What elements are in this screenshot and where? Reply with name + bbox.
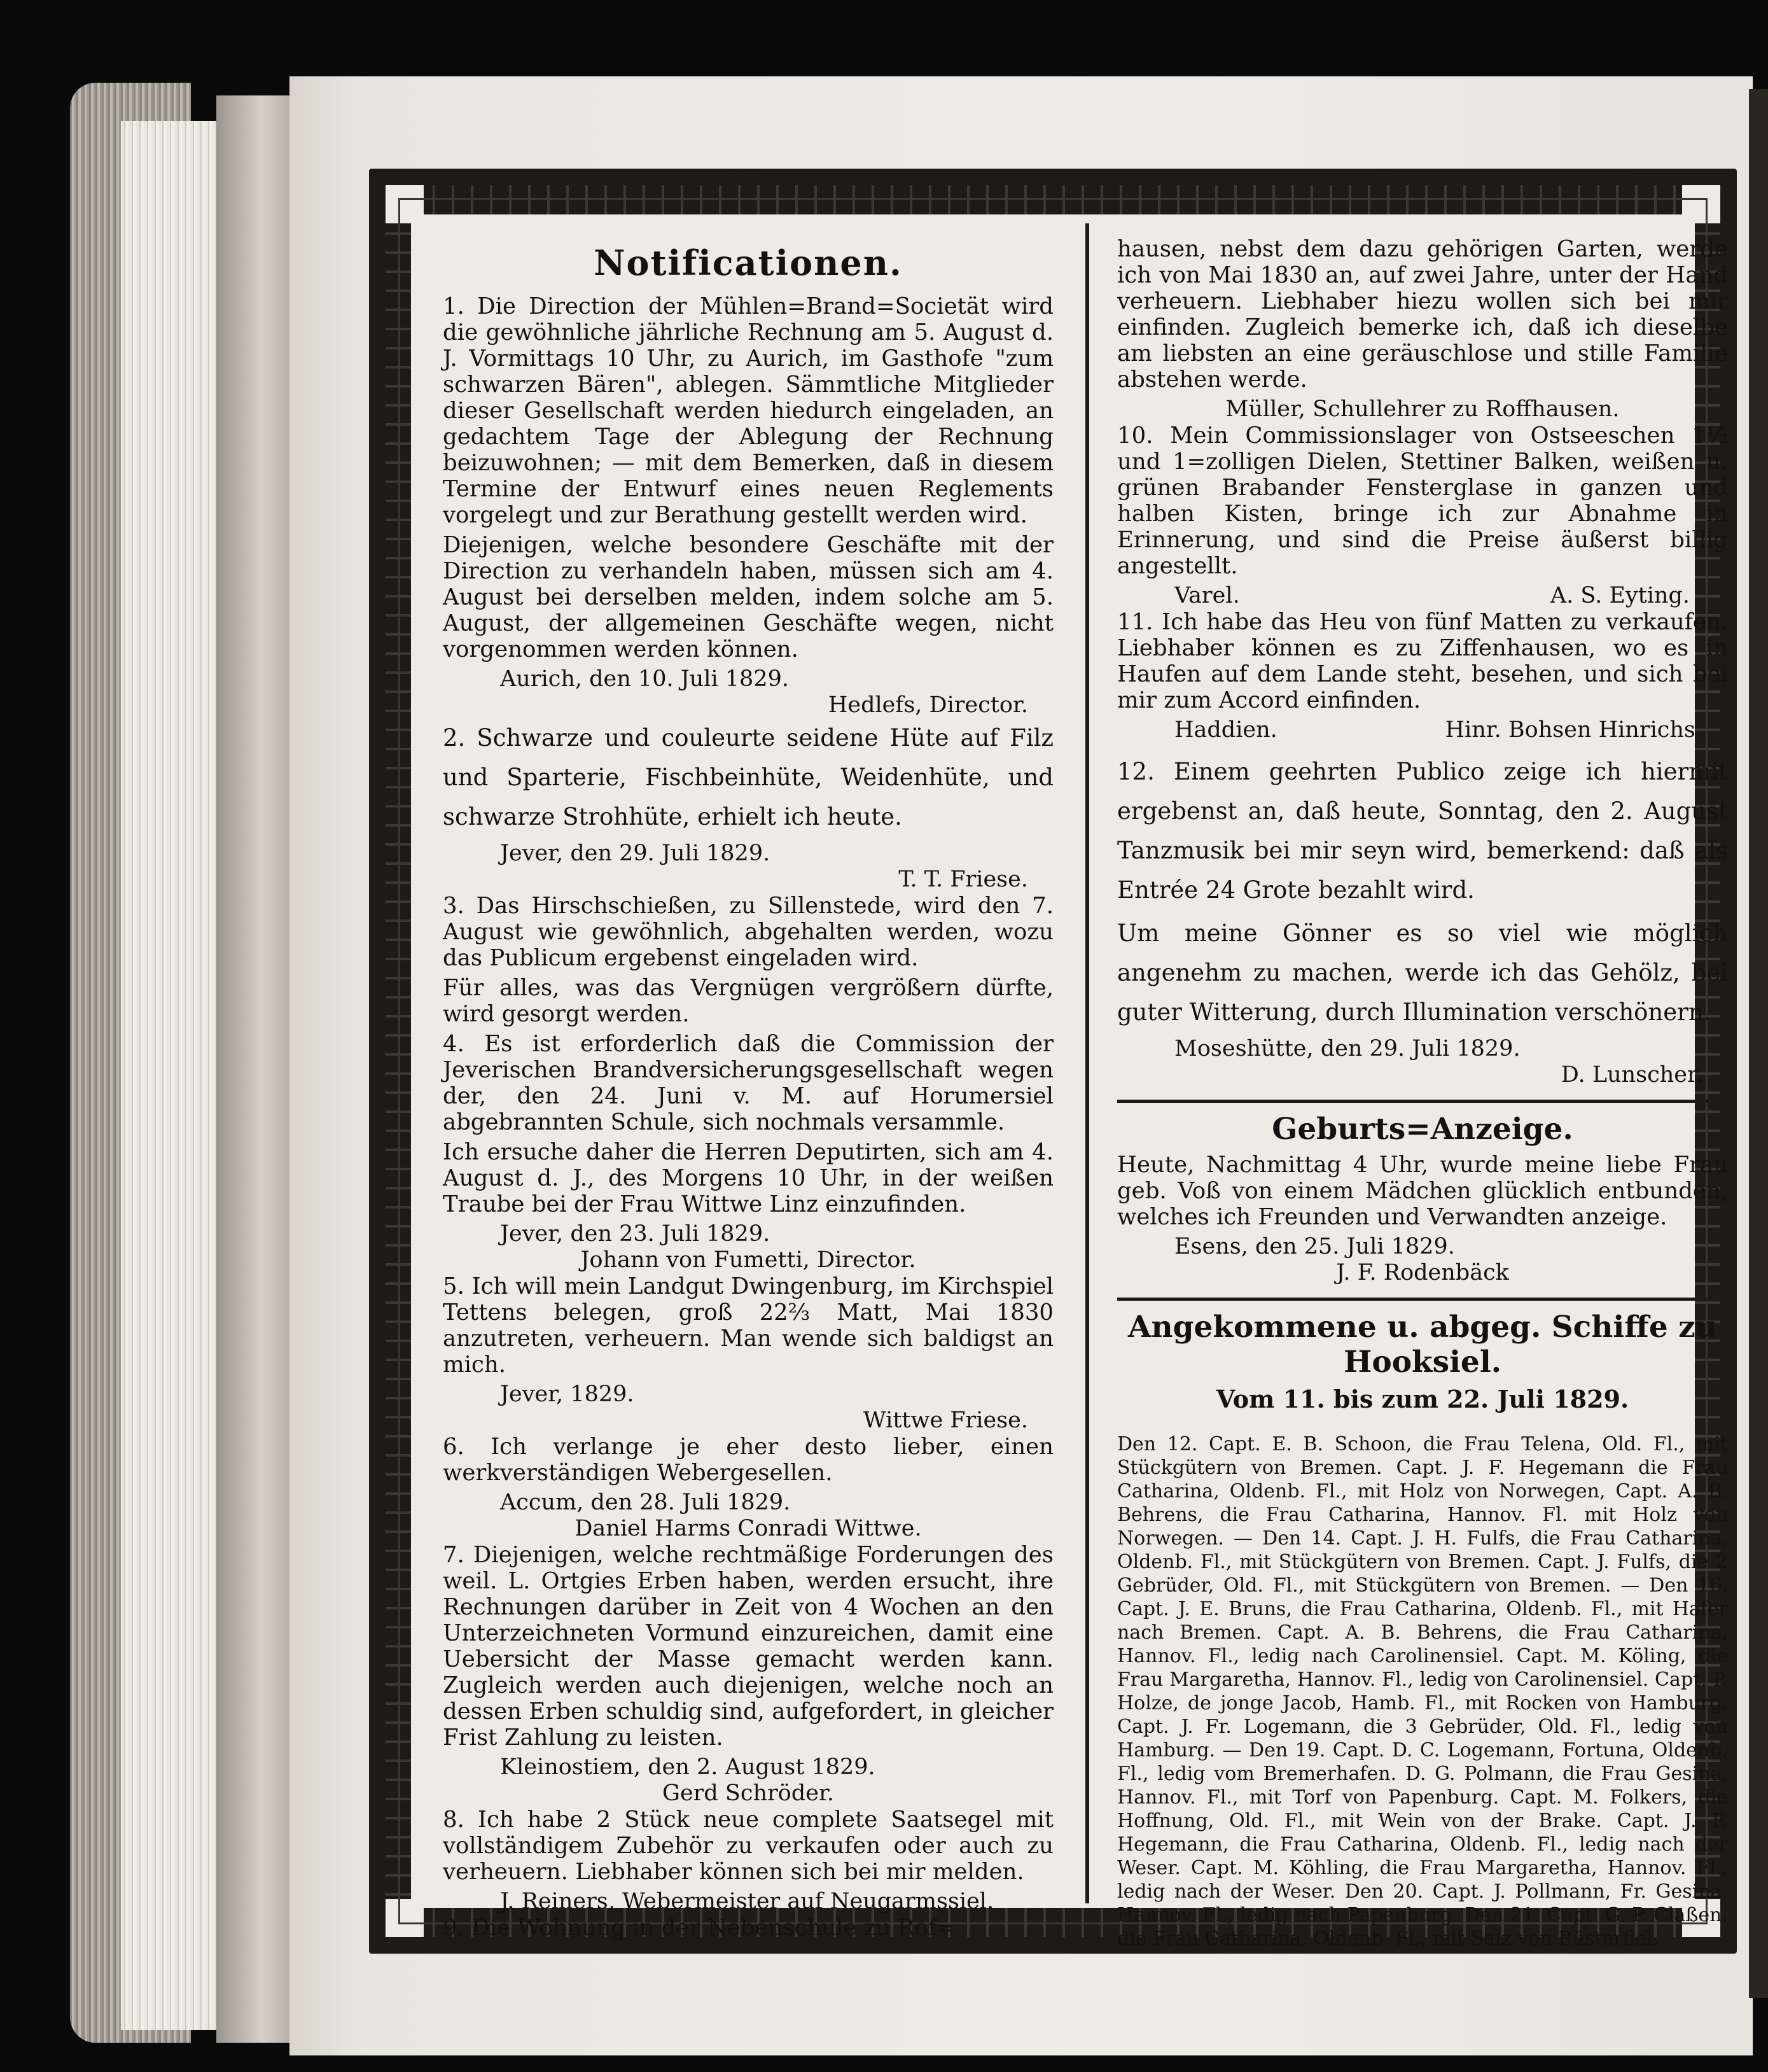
ships-heading: Angekommene u. abgeg. Schiffe zu Hooksiel. bbox=[1128, 1310, 1717, 1380]
ornamental-frame bbox=[369, 169, 1737, 1954]
birth-announcement-heading: Geburts=Anzeige. bbox=[1272, 1112, 1573, 1147]
notice-5-date: Jever, 1829. bbox=[500, 1382, 634, 1407]
ships-list-text: Den 12. Capt. E. B. Schoon, die Frau Telena, Old. Fl., mit Stückgütern von Bremen. Capt. J. F. Hegemann die Frau Catharina, Oldenb. Fl., mit Holz von Norwegen, Capt. A. B. Behrens, die Frau Catharina, Hannov. Fl. mit Holz von Norwegen. — Den 14. Capt. J. H. Fulfs, die Frau Catharina, Oldenb. Fl., mit Stückgütern von Bremen. Capt. J. Fulfs, die 2 Gebrüder, Old. Fl., mit Stückgütern von Bremen. — Den 16. Capt. J. E. Bruns, die Frau Catharina, Oldenb. Fl., mit Hafer nach Bremen. Capt. A. B. Behrens, die Frau Catharina, Hannov. Fl., ledig nach Carolinensiel. Capt. M. Köling, die Frau Margaretha, Hannov. Fl., ledig von Carolinensiel. Capt. P. Holze, de jonge Jacob, Hamb. Fl., mit Rocken von Hamburg. Capt. J. Fr. Logemann, die 3 Gebrüder, Old. Fl., ledig von Hamburg. — Den 19. Capt. D. C. Logemann, Fortuna, Oldenb. Fl., ledig vom Bremerhafen. D. G. Polmann, die Frau Gesina, Hannov. Fl., mit Torf von Papenburg. Capt. M. Folkers, die Hoffnung, Old. Fl., mit Wein von der Brake. Capt. J. F. Hegemann, die Frau Catharina, Oldenb. Fl., ledig nach der Weser. Capt. M. Köhling, die Frau Margaretha, Hannov. Fl., ledig nach der Weser. Den 20. Capt. J. Pollmann, Fr. Gesina, Hannov. Fl., ledig nach Papenburg. Den 21. Capt. G. P. Claßen, die Frau Catharina, Oldenb. Fl., mit Salz von Rüsterfiel. bbox=[1117, 1433, 1728, 1950]
notice-8: 8. Ich habe 2 Stück neue complete Saatsegel mit vollständigem Zubehör zu verkaufen oder auch zu verheuern. Liebhaber können sich bei mir melden. bbox=[443, 1807, 1054, 1885]
birth-announcement-signature: J. F. Rodenbäck bbox=[1336, 1260, 1509, 1285]
birth-announcement-date: Esens, den 25. Juli 1829. bbox=[1174, 1234, 1455, 1259]
section-rule-2 bbox=[1117, 1298, 1728, 1301]
page-gutter bbox=[216, 95, 293, 2043]
notice-6-date: Accum, den 28. Juli 1829. bbox=[500, 1490, 791, 1515]
notice-11-place bbox=[1117, 717, 1728, 743]
notice-9-signature: Müller, Schullehrer zu Roffhausen. bbox=[1225, 396, 1620, 422]
column-divider bbox=[1085, 223, 1089, 1903]
notice-1: 1. Die Direction der Mühlen=Brand=Societät wird die gewöhnliche jährliche Rechnung am 5. August d. J. Vormittags 10 Uhr, zu Aurich, im Gasthofe "zum schwarzen Bären", ablegen. Sämmtliche Mitglieder dieser Gesellschaft werden hiedurch eingeladen, an gedachtem Tage der Ablegung der Rechnung beizuwohnen; — mit dem Bemerken, daß in diesem Termine der Entwurf eines neuen Reglements vorgelegt und zur Berathung gestellt werden wird. bbox=[443, 293, 1054, 528]
notice-5-signature: Wittwe Friese. bbox=[863, 1408, 1028, 1433]
notice-8-signature: J. Reiners, Webermeister auf Neugarmssiel. bbox=[500, 1889, 994, 1914]
notice-6: 6. Ich verlange je eher desto lieber, einen werkverständigen Webergesellen. bbox=[443, 1434, 1054, 1486]
ships-date-range: Vom 11. bis zum 22. Juli 1829. bbox=[1216, 1385, 1629, 1413]
notice-1-continued: Diejenigen, welche besondere Geschäfte mit der Direction zu verhandeln haben, müssen sich am 4. August bei derselben melden, indem solche am 5. August, der allgemeinen Geschäfte wegen, nicht vorgenommen werden können. bbox=[443, 532, 1054, 662]
notice-10: 10. Mein Commissionslager von Ostseeschen 1½ und 1=zolligen Dielen, Stettiner Balken, weißen u. grünen Brabander Fensterglase in ganzen und halben Kisten, bringe ich zur Abnahme in Erinnerung, und sind die Preise äußerst billig angestellt. bbox=[1117, 423, 1728, 579]
notice-4-continued: Ich ersuche daher die Herren Deputirten, sich am 4. August d. J., des Morgens 10 Uhr, in der weißen Traube bei der Frau Wittwe Linz einzufinden. bbox=[443, 1139, 1054, 1217]
notice-10-place-text: Varel. bbox=[1174, 583, 1240, 608]
notice-2: 2. Schwarze und couleurte seidene Hüte auf Filz und Sparterie, Fischbeinhüte, Weidenhüte, und schwarze Strohhüte, erhielt ich heute. bbox=[443, 724, 1054, 830]
birth-announcement-text: Heute, Nachmittag 4 Uhr, wurde meine liebe Frau geb. Voß von einem Mädchen glücklich entbunden, welches ich Freunden und Verwandten anzeige. bbox=[1117, 1152, 1728, 1230]
notice-9-continued: hausen, nebst dem dazu gehörigen Garten, werde ich von Mai 1830 an, auf zwei Jahre, unter der Hand verheuern. Liebhaber hiezu wollen sich bei mir einfinden. Zugleich bemerke ich, daß ich dieselbe am liebsten an eine geräuschlose und stille Familie abstehen werde. bbox=[1117, 236, 1728, 393]
right-column bbox=[1117, 236, 1728, 1950]
notice-12: 12. Einem geehrten Publico zeige ich hiermit ergebenst an, daß heute, Sonntag, den 2. August Tanzmusik bei mir seyn wird, bemerkend: daß als Entrée 24 Grote bezahlt wird. bbox=[1117, 758, 1728, 904]
notice-7-signature: Gerd Schröder. bbox=[662, 1781, 834, 1806]
left-column bbox=[443, 236, 1054, 1941]
notice-6-signature: Daniel Harms Conradi Wittwe. bbox=[574, 1516, 922, 1541]
notice-1-date: Aurich, den 10. Juli 1829. bbox=[500, 666, 789, 692]
notice-12-continued: Um meine Gönner es so viel wie möglich angenehm zu machen, werde ich das Gehölz, bei guter Witterung, durch Illumination verschönern. bbox=[1117, 920, 1728, 1026]
notice-11-signature: Hinr. Bohsen Hinrichs. bbox=[1445, 717, 1702, 743]
notifications-heading: Notificationen. bbox=[594, 242, 903, 283]
notice-5: 5. Ich will mein Landgut Dwingenburg, im Kirchspiel Tettens belegen, groß 22⅔ Matt, Mai 1830 anzutreten, verheuern. Man wende sich baldigst an mich. bbox=[443, 1273, 1054, 1378]
section-rule bbox=[1117, 1100, 1728, 1103]
notice-12-signature: D. Lunscher. bbox=[1561, 1062, 1702, 1088]
notice-7-date: Kleinostiem, den 2. August 1829. bbox=[500, 1754, 875, 1780]
notice-2-date: Jever, den 29. Juli 1829. bbox=[500, 841, 770, 866]
notice-11-place-text: Haddien. bbox=[1174, 717, 1277, 743]
notice-10-place bbox=[1117, 583, 1728, 609]
notice-2-signature: T. T. Friese. bbox=[898, 867, 1028, 892]
notice-9-start: 9. Die Wohnung in der Nebenschule zu Rof= bbox=[443, 1915, 956, 1941]
notice-1-signature: Hedlefs, Director. bbox=[828, 692, 1028, 718]
right-edge-shadow bbox=[1749, 89, 1768, 1998]
notice-10-signature: A. S. Eyting. bbox=[1550, 583, 1690, 608]
notice-4-signature: Johann von Fumetti, Director. bbox=[580, 1247, 916, 1273]
notice-7: 7. Diejenigen, welche rechtmäßige Forderungen des weil. L. Ortgies Erben haben, werden ersucht, ihre Rechnungen darüber in Zeit von 4 Wochen an den Unterzeichneten Vormund einzureichen, damit eine Uebersicht der Masse gemacht werden kann. Zugleich werden auch diejenigen, welche noch an dessen Erben schuldig sind, aufgefordert, in gleicher Frist Zahlung zu leisten. bbox=[443, 1542, 1054, 1751]
notice-4: 4. Es ist erforderlich daß die Commission der Jeverischen Brandversicherungsgesellschaft wegen der, den 24. Juni v. M. auf Horumersiel abgebrannten Schule, sich nochmals versammle. bbox=[443, 1031, 1054, 1135]
notice-12-date: Moseshütte, den 29. Juli 1829. bbox=[1174, 1036, 1521, 1061]
notice-4-date: Jever, den 23. Juli 1829. bbox=[500, 1221, 770, 1247]
notice-3: 3. Das Hirschschießen, zu Sillenstede, wird den 7. August wie gewöhnlich, abgehalten werden, wozu das Publicum ergebenst eingeladen wird. bbox=[443, 893, 1054, 971]
notice-3-continued: Für alles, was das Vergnügen vergrößern dürfte, wird gesorgt werden. bbox=[443, 975, 1054, 1027]
notice-11: 11. Ich habe das Heu von fünf Matten zu verkaufen. Liebhaber können es zu Ziffenhausen, wo es in Haufen auf dem Lande steht, besehen, und sich bei mir zum Accord einfinden. bbox=[1117, 609, 1728, 713]
